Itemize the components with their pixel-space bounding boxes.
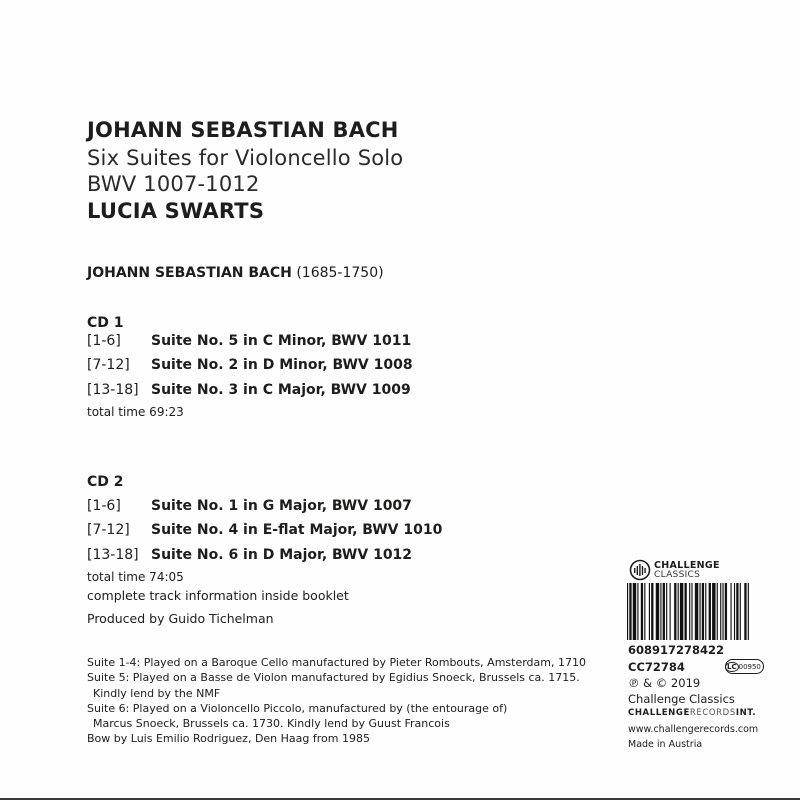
track-title: Suite No. 3 in C Major, BWV 1009 <box>151 382 411 398</box>
track-title: Suite No. 6 in D Major, BWV 1012 <box>151 547 413 563</box>
barcode-bar <box>702 583 704 640</box>
composer-line <box>87 265 384 281</box>
track-row <box>87 357 413 373</box>
composer-heading: JOHANN SEBASTIAN BACH <box>87 118 399 142</box>
barcode-bar <box>695 583 698 640</box>
barcode-bar <box>748 583 749 640</box>
barcode-bar <box>644 583 645 640</box>
barcode-bar <box>731 583 732 640</box>
track-range: [7-12] <box>87 522 130 538</box>
barcode-bar <box>736 583 738 640</box>
logo-line2: CLASSICS <box>654 570 701 580</box>
note-line: Bow by Luis Emilio Rodriguez, Den Haag from 1985 <box>87 732 370 746</box>
barcode-bar <box>680 583 683 640</box>
track-row <box>87 382 411 398</box>
barcode-bar <box>712 583 715 640</box>
barcode-bar <box>627 583 628 640</box>
barcode-bar <box>725 583 727 640</box>
barcode-bar <box>685 583 687 640</box>
barcode-bar <box>633 583 636 640</box>
note-line: Suite 6: Played on a Violoncello Piccolo, manufactured by (the entourage of) <box>87 701 508 715</box>
performer-name: LUCIA SWARTS <box>87 199 265 223</box>
origin: Made in Austria <box>628 739 703 750</box>
barcode-bar <box>722 583 723 640</box>
logo-soundwave-icon <box>629 559 651 581</box>
cd2-label: CD 2 <box>87 474 124 490</box>
barcode-bar <box>709 583 711 640</box>
track-range: [7-12] <box>87 357 130 373</box>
barcode-bar <box>663 583 665 640</box>
producer-credit: Produced by Guido Tichelman <box>87 611 274 626</box>
track-row <box>87 498 412 514</box>
barcode-bar <box>637 583 638 640</box>
lc-code: 00950 <box>738 662 761 671</box>
barcode <box>627 583 783 640</box>
logo-line1: CHALLENGE <box>654 560 720 571</box>
track-row <box>87 547 412 563</box>
copyright: ℗ & © 2019 <box>628 676 701 690</box>
brand-light: RECORDS <box>689 708 736 718</box>
barcode-bar <box>670 583 671 640</box>
note-line: Suite 1-4: Played on a Baroque Cello manufactured by Pieter Rombouts, Amsterdam, 1710 <box>87 656 586 669</box>
track-range: [1-6] <box>87 498 121 514</box>
note-line: Marcus Snoeck, Brussels ca. 1730. Kindly lend by Guust Francois <box>93 717 450 731</box>
company-name: Challenge Classics <box>628 692 735 706</box>
track-title: Suite No. 2 in D Minor, BWV 1008 <box>151 357 413 373</box>
note-line: Suite 5: Played on a Basse de Violon manufactured by Egidius Snoeck, Brussels ca. 1715. <box>87 671 580 685</box>
brand-suffix: INT. <box>735 708 757 718</box>
brand-bold: CHALLENGE <box>628 708 690 718</box>
instrument-notes <box>87 655 586 747</box>
track-range: [13-18] <box>87 547 139 563</box>
track-title: Suite No. 5 in C Minor, BWV 1011 <box>151 333 412 349</box>
note-line: Kindly lend by the NMF <box>93 686 221 700</box>
track-range: [13-18] <box>87 382 139 398</box>
composer-name: JOHANN SEBASTIAN BACH <box>87 265 292 281</box>
barcode-bar <box>717 583 718 640</box>
cd2-total-time: total time 74:05 <box>87 570 184 584</box>
track-row <box>87 522 442 538</box>
barcode-bar <box>656 583 659 640</box>
barcode-bar <box>651 583 653 640</box>
barcode-bar <box>649 583 650 640</box>
barcode-bar <box>734 583 735 640</box>
barcode-bar <box>744 583 746 640</box>
track-title: Suite No. 4 in E-flat Major, BWV 1010 <box>151 522 443 538</box>
catalogue-range: BWV 1007-1012 <box>87 172 260 196</box>
cd1-total-time: total time 69:23 <box>87 405 184 419</box>
barcode-bar <box>678 583 679 640</box>
barcode-bar <box>641 583 643 640</box>
barcode-bar <box>705 583 706 640</box>
label-code-badge <box>725 659 764 674</box>
cd1-label: CD 1 <box>87 315 124 331</box>
lc-prefix: LC <box>727 662 737 671</box>
barcode-bar <box>674 583 676 640</box>
work-title: Six Suites for Violoncello Solo <box>87 146 404 170</box>
booklet-note: complete track information inside booklet <box>87 588 349 603</box>
catalog-number: CC72784 <box>628 660 685 674</box>
track-title: Suite No. 1 in G Major, BWV 1007 <box>151 498 412 514</box>
barcode-bar <box>689 583 690 640</box>
barcode-bar <box>691 583 692 640</box>
barcode-bar <box>740 583 741 640</box>
track-range: [1-6] <box>87 333 121 349</box>
records-brand <box>628 708 756 718</box>
barcode-bar <box>629 583 631 640</box>
barcode-bar <box>720 583 721 640</box>
barcode-bar <box>666 583 667 640</box>
barcode-bar <box>660 583 661 640</box>
barcode-bar <box>699 583 700 640</box>
track-row <box>87 333 411 349</box>
website: www.challengerecords.com <box>628 724 759 735</box>
composer-dates: (1685-1750) <box>296 265 384 281</box>
barcode-number: 608917278422 <box>628 643 725 657</box>
